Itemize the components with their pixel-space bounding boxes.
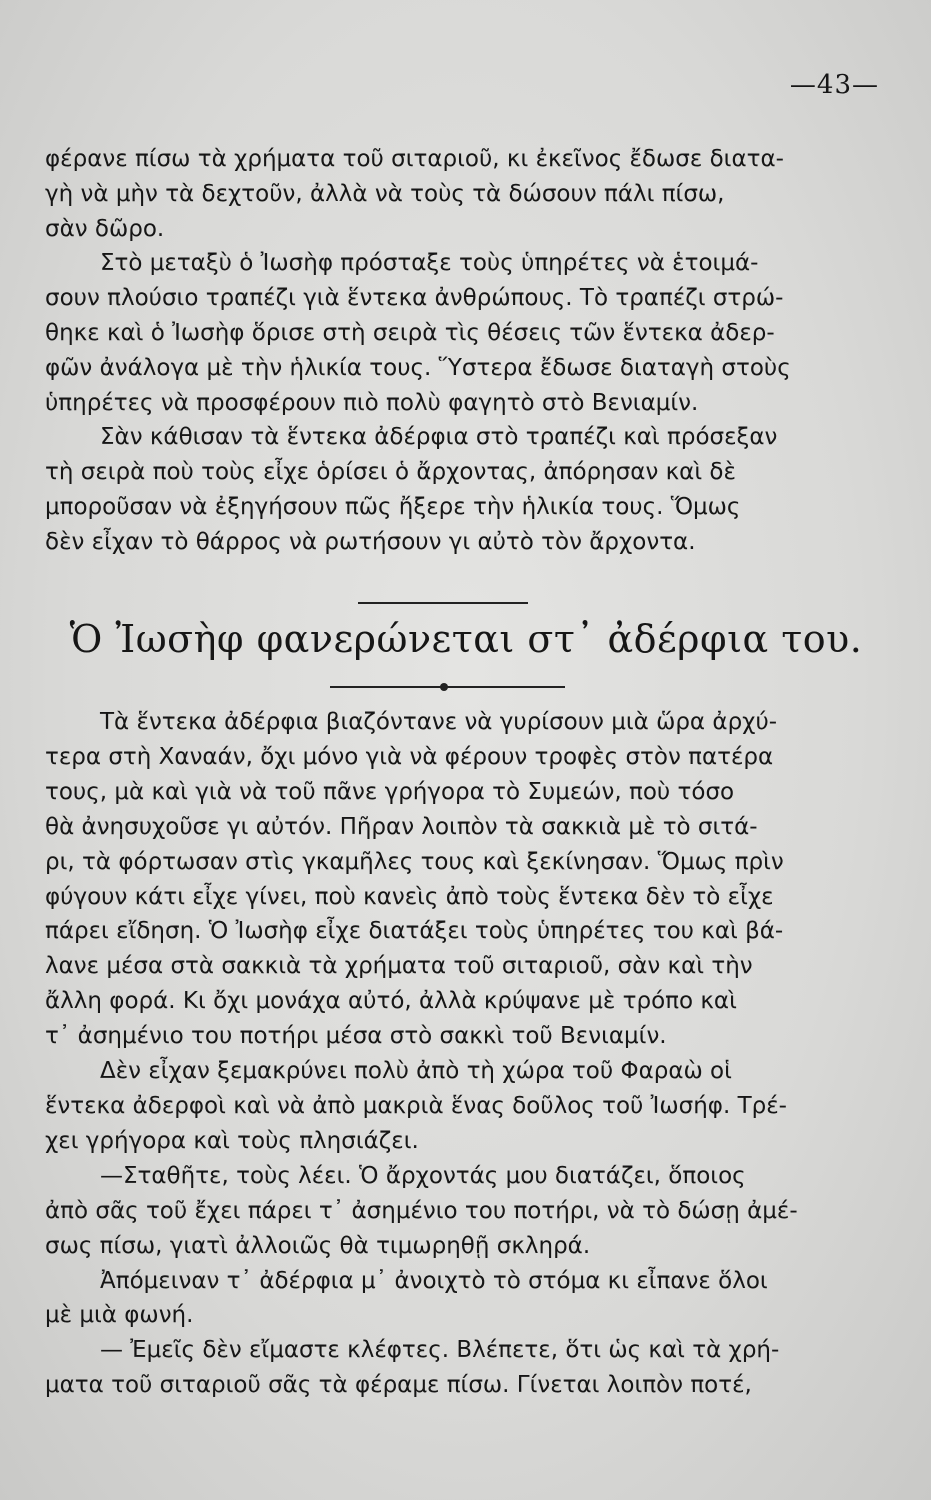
text-line: λανε μέσα στὰ σακκιὰ τὰ χρήματα τοῦ σιταριοῦ, σὰν καὶ τὴν	[45, 953, 753, 980]
text-line: σως πίσω, γιατὶ ἀλλοιῶς θὰ τιμωρηθῇ σκληρά.	[45, 1232, 591, 1259]
paragraph	[45, 1054, 883, 1159]
text-line: ἄλλη φορά. Κι ὄχι μονάχα αὐτό, ἀλλὰ κρύψανε μὲ τρόπο καὶ	[45, 988, 737, 1015]
section-2-text	[45, 705, 883, 1403]
text-line: τους, μὰ καὶ γιὰ νὰ τοῦ πᾶνε γρήγορα τὸ Συμεών, ποὺ τόσο	[45, 778, 735, 805]
section-1-text	[45, 142, 883, 560]
text-line: μὲ μιὰ φωνή.	[45, 1302, 194, 1329]
paragraph	[45, 246, 883, 420]
paragraph	[45, 1264, 883, 1334]
text-line: Σὰν κάθισαν τὰ ἕντεκα ἀδέρφια στὸ τραπέζι καὶ πρόσεξαν	[100, 424, 778, 451]
paragraph	[45, 1159, 883, 1264]
text-line: τερα στὴ Χαναάν, ὄχι μόνο γιὰ νὰ φέρουν τροφὲς στὸν πατέρα	[45, 743, 774, 770]
text-line: Στὸ μεταξὺ ὁ Ἰωσὴφ πρόσταξε τοὺς ὑπηρέτες νὰ ἑτοιμά-	[100, 250, 759, 277]
text-line: σουν πλούσιο τραπέζι γιὰ ἕντεκα ἀνθρώπους. Τὸ τραπέζι στρώ-	[45, 285, 784, 312]
page-number: —43—	[789, 70, 879, 100]
text-line: φέρανε πίσω τὰ χρήματα τοῦ σιταριοῦ, κι ἐκεῖνος ἔδωσε διατα-	[45, 146, 784, 172]
text-line: ἀπὸ σᾶς τοῦ ἔχει πάρει τ᾿ ἀσημένιο του ποτήρι, νὰ τὸ δώσῃ ἀμέ-	[45, 1197, 798, 1224]
text-line: τὴ σειρὰ ποὺ τοὺς εἶχε ὁρίσει ὁ ἄρχοντας, ἀπόρησαν καὶ δὲ	[45, 459, 736, 486]
text-line: ματα τοῦ σιταριοῦ σᾶς τὰ φέραμε πίσω. Γίνεται λοιπὸν ποτέ,	[45, 1372, 752, 1399]
paragraph	[45, 420, 883, 559]
text-line: δὲν εἶχαν τὸ θάρρος νὰ ρωτήσουν γι αὐτὸ τὸν ἄρχοντα.	[45, 528, 696, 555]
text-line: ἕντεκα ἀδερφοὶ καὶ νὰ ἀπὸ μακριὰ ἕνας δοῦλος τοῦ Ἰωσήφ. Τρέ-	[45, 1092, 787, 1119]
text-line: σὰν δῶρο.	[45, 215, 165, 242]
section-heading: Ὁ Ἰωσὴφ φανερώνεται στ᾿ ἀδέρφια του.	[69, 617, 863, 661]
text-line: φύγουν κάτι εἶχε γίνει, ποὺ κανεὶς ἀπὸ τοὺς ἕντεκα δὲν τὸ εἶχε	[45, 883, 774, 910]
paragraph	[45, 142, 883, 246]
paragraph	[45, 705, 883, 1054]
text-line: πάρει εἴδηση. Ὁ Ἰωσὴφ εἶχε διατάξει τοὺς ὑπηρέτες του καὶ βά-	[45, 918, 784, 945]
text-line: Ἀπόμειναν τ᾿ ἀδέρφια μ᾿ ἀνοιχτὸ τὸ στόμα κι εἶπανε ὅλοι	[100, 1267, 768, 1294]
text-line: Δὲν εἶχαν ξεμακρύνει πολὺ ἀπὸ τὴ χώρα τοῦ Φαραὼ οἱ	[100, 1058, 732, 1085]
text-line: Τὰ ἕντεκα ἀδέρφια βιαζόντανε νὰ γυρίσουν μιὰ ὥρα ἀρχύ-	[100, 709, 778, 735]
text-line: —Σταθῆτε, τοὺς λέει. Ὁ ἄρχοντάς μου διατάζει, ὅποιος	[100, 1162, 746, 1189]
text-line: — Ἐμεῖς δὲν εἴμαστε κλέφτες. Βλέπετε, ὅτι ὡς καὶ τὰ χρή-	[100, 1337, 780, 1364]
text-line: ὑπηρέτες νὰ προσφέρουν πιὸ πολὺ φαγητὸ στὸ Βενιαμίν.	[45, 389, 699, 416]
text-line: θηκε καὶ ὁ Ἰωσὴφ ὅρισε στὴ σειρὰ τὶς θέσεις τῶν ἕντεκα ἀδερ-	[45, 319, 775, 346]
text-line: ρι, τὰ φόρτωσαν στὶς γκαμῆλες τους καὶ ξεκίνησαν. Ὅμως πρὶν	[45, 848, 784, 875]
heading-rule-top	[358, 602, 528, 604]
paragraph	[45, 1333, 883, 1403]
text-line: γὴ νὰ μὴν τὰ δεχτοῦν, ἀλλὰ νὰ τοὺς τὰ δώσουν πάλι πίσω,	[45, 180, 725, 207]
text-line: μποροῦσαν νὰ ἐξηγήσουν πῶς ἤξερε τὴν ἡλικία τους. Ὅμως	[45, 493, 741, 520]
text-line: θὰ ἀνησυχοῦσε γι αὐτόν. Πῆραν λοιπὸν τὰ σακκιὰ μὲ τὸ σιτά-	[45, 813, 758, 840]
text-line: φῶν ἀνάλογα μὲ τὴν ἡλικία τους. Ὕστερα ἔδωσε διαταγὴ στοὺς	[45, 354, 791, 381]
text-line: τ᾿ ἀσημένιο του ποτήρι μέσα στὸ σακκὶ τοῦ Βενιαμίν.	[45, 1023, 667, 1050]
text-line: χει γρήγορα καὶ τοὺς πλησιάζει.	[45, 1127, 419, 1154]
heading-rule-bottom	[330, 686, 565, 688]
